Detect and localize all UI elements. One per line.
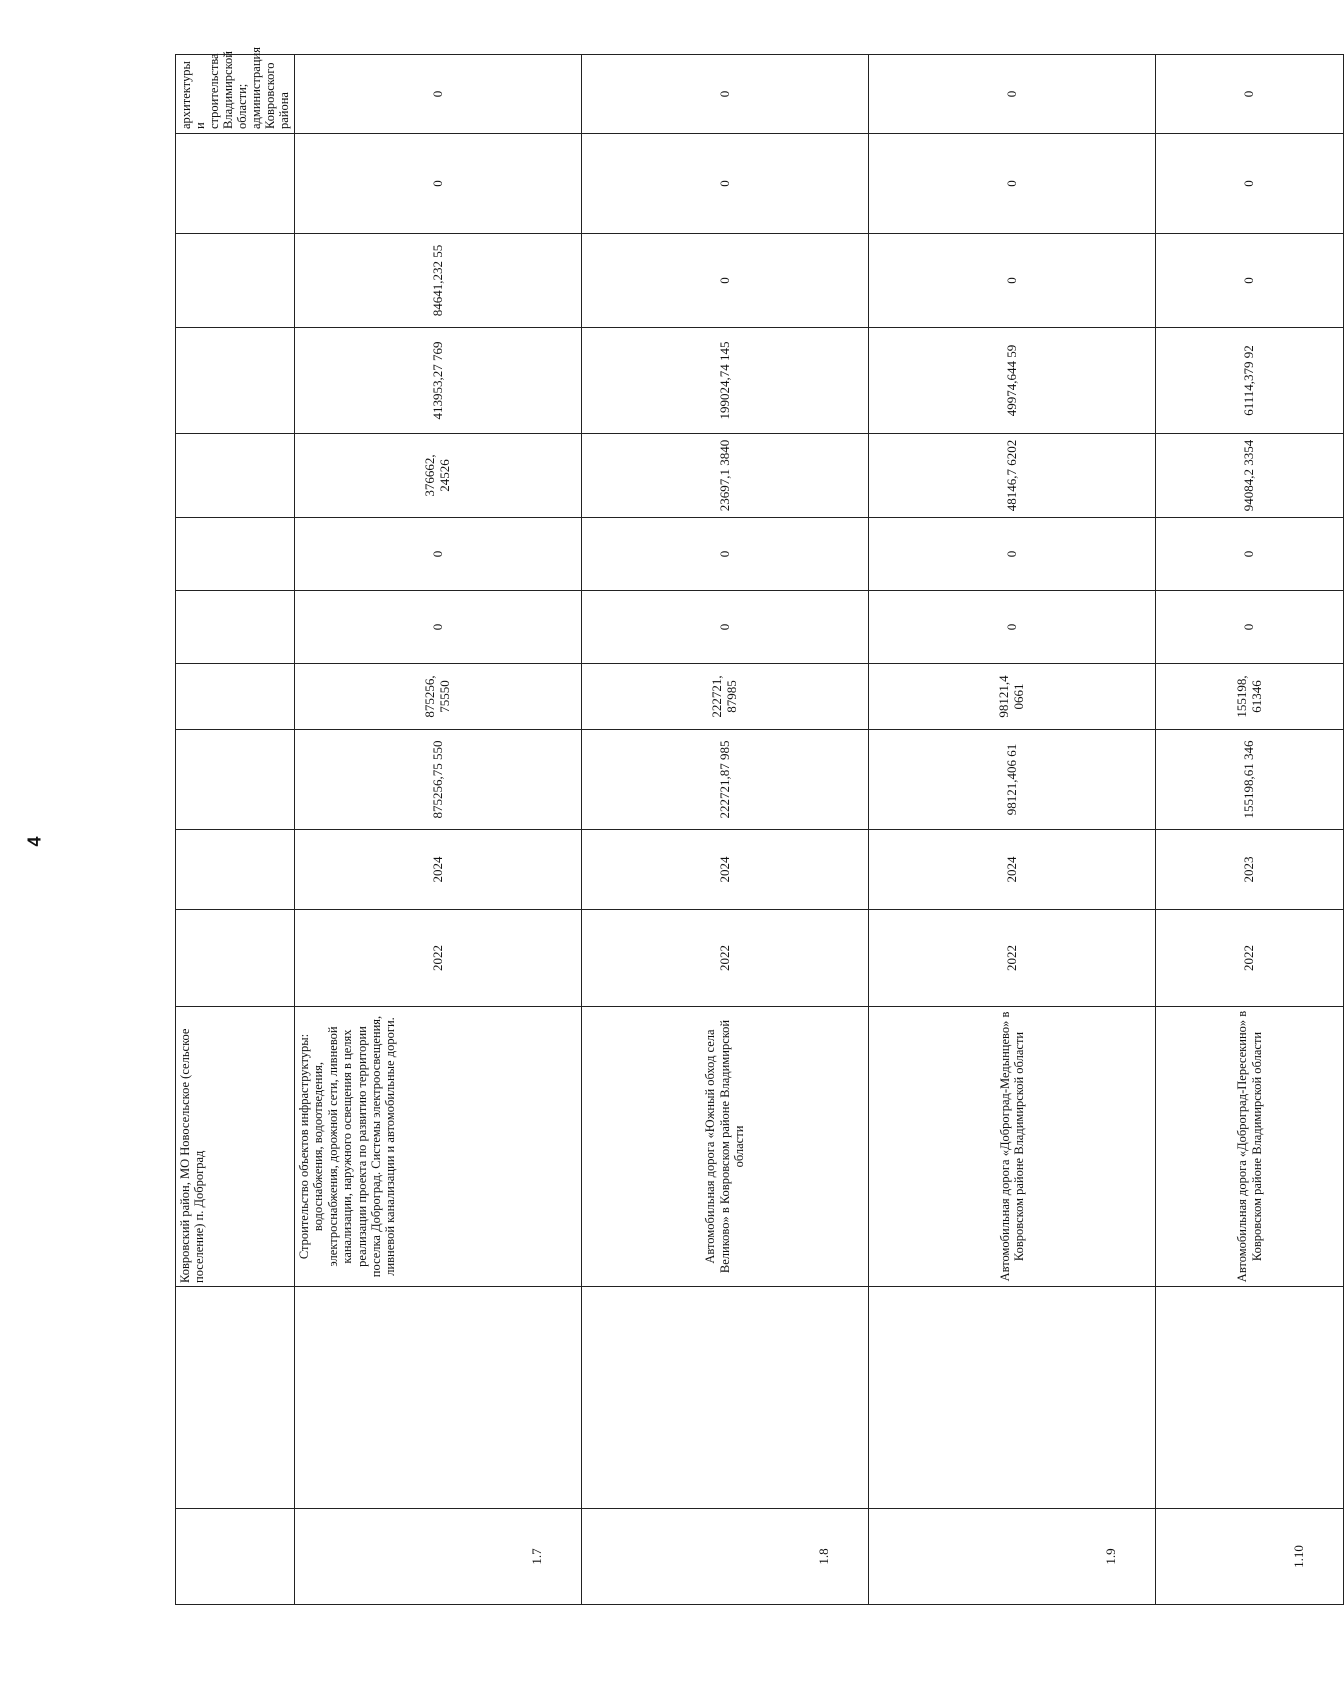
cell-year-2023: 61114,379 92	[1156, 328, 1344, 434]
cell-responsible-continued: архитектуры и строительства Владимирской области; администрация Ковровского района	[176, 55, 295, 134]
cell-funding-value: 0	[582, 518, 869, 591]
cell-year-2024: 84641,232 55	[295, 234, 582, 328]
cell-funding-value: 0	[295, 518, 582, 591]
cell-total-cost: 98121,406 61	[869, 730, 1156, 830]
cell-row-number: 1.8	[582, 1509, 869, 1605]
cell-start-year: 2022	[1156, 910, 1344, 1007]
cell-empty	[176, 134, 295, 234]
cell-empty	[176, 1287, 295, 1509]
cell-funding-value: 0	[1156, 591, 1344, 664]
cell-empty	[176, 328, 295, 434]
cell-object-name: Автомобильная дорога «Южный обход села Великово» в Ковровском районе Владимирской области	[582, 1007, 869, 1287]
cell-year-2024: 0	[1156, 234, 1344, 328]
cell-funding-total: 98121,4 0661	[869, 664, 1156, 730]
cell-funding-value: 0	[1156, 55, 1344, 134]
cell-row-number: 1.9	[869, 1509, 1156, 1605]
cell-year-2022: 23697,1 3840	[582, 434, 869, 518]
cell-object-name: Строительство объектов инфраструктуры: водоснабжения, водоотведения, электроснабжения, дорожной сети, ливневой канализации, наружного освещения в целях реализации проекта по развитию территории поселка Доброград. Системы электроосвещения, ливневой канализации и автомобильные дороги.	[295, 1007, 582, 1287]
cell-funding-value: 0	[869, 591, 1156, 664]
table-row	[582, 55, 869, 1605]
cell-empty	[295, 1287, 582, 1509]
table-row	[869, 55, 1156, 1605]
cell-total-cost: 222721,87 985	[582, 730, 869, 830]
cell-empty	[869, 1287, 1156, 1509]
cell-funding-value: 0	[869, 518, 1156, 591]
page-number: 4	[24, 836, 45, 847]
cell-object-name: Автомобильная дорога «Доброград-Медынцево» в Ковровском районе Владимирской области	[869, 1007, 1156, 1287]
cell-end-year: 2024	[295, 830, 582, 910]
cell-funding-value: 0	[869, 134, 1156, 234]
cell-year-2023: 49974,644 59	[869, 328, 1156, 434]
cell-year-2023: 413953,27 769	[295, 328, 582, 434]
cell-funding-total: 222721, 87985	[582, 664, 869, 730]
cell-funding-value: 0	[1156, 518, 1344, 591]
cell-year-2022: 376662, 24526	[295, 434, 582, 518]
cell-funding-total: 155198, 61346	[1156, 664, 1344, 730]
table-row	[1156, 55, 1344, 1605]
cell-funding-value: 0	[1156, 134, 1344, 234]
cell-empty	[176, 910, 295, 1007]
cell-empty	[176, 1509, 295, 1605]
cell-row-number: 1.10	[1156, 1509, 1344, 1605]
cell-object-name: Автомобильная дорога «Доброград-Пересекино» в Ковровском районе Владимирской области	[1156, 1007, 1344, 1287]
cell-year-2024: 0	[582, 234, 869, 328]
cell-total-cost: 155198,61 346	[1156, 730, 1344, 830]
cell-empty	[176, 591, 295, 664]
cell-empty	[582, 1287, 869, 1509]
cell-year-2022: 48146,7 6202	[869, 434, 1156, 518]
cell-empty	[1156, 1287, 1344, 1509]
cell-location: Ковровский район, МО Новосельское (сельское поселение) п. Доброград	[176, 1007, 295, 1287]
cell-funding-total: 875256, 75550	[295, 664, 582, 730]
document-table-frame	[175, 47, 1307, 1605]
cell-start-year: 2022	[869, 910, 1156, 1007]
cell-end-year: 2024	[869, 830, 1156, 910]
cell-funding-value: 0	[582, 134, 869, 234]
cell-funding-value: 0	[582, 591, 869, 664]
table-row	[295, 55, 582, 1605]
cell-empty	[176, 234, 295, 328]
cell-end-year: 2023	[1156, 830, 1344, 910]
cell-total-cost: 875256,75 550	[295, 730, 582, 830]
cell-year-2022: 94084,2 3354	[1156, 434, 1344, 518]
cell-funding-value: 0	[869, 55, 1156, 134]
cell-empty	[176, 518, 295, 591]
cell-empty	[176, 434, 295, 518]
objects-table	[175, 47, 1344, 1605]
cell-funding-value: 0	[295, 591, 582, 664]
cell-funding-value: 0	[582, 55, 869, 134]
cell-funding-value: 0	[295, 134, 582, 234]
cell-start-year: 2022	[582, 910, 869, 1007]
cell-funding-value: 0	[295, 55, 582, 134]
cell-year-2023: 199024,74 145	[582, 328, 869, 434]
rotated-table	[175, 47, 1307, 1605]
cell-empty	[176, 664, 295, 730]
cell-row-number: 1.7	[295, 1509, 582, 1605]
cell-empty	[176, 730, 295, 830]
table-row-header-continuation	[176, 55, 295, 1605]
cell-start-year: 2022	[295, 910, 582, 1007]
cell-year-2024: 0	[869, 234, 1156, 328]
cell-end-year: 2024	[582, 830, 869, 910]
cell-empty	[176, 830, 295, 910]
